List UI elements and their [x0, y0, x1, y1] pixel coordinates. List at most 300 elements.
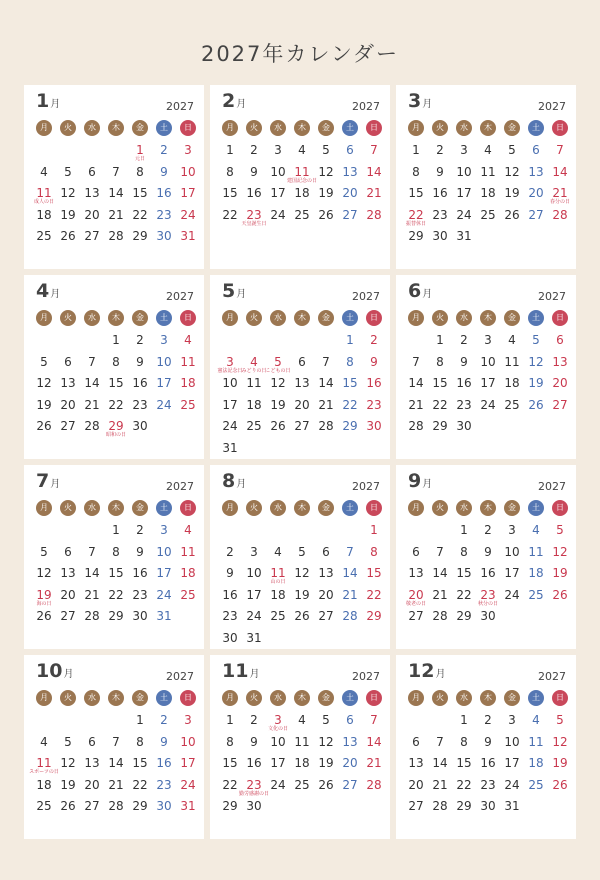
day-cell [500, 164, 524, 186]
day-number: 6 [322, 544, 330, 559]
day-cell [476, 755, 500, 777]
day-cell [80, 207, 104, 229]
month-label [36, 470, 60, 492]
weekday-badge: 木 [108, 500, 124, 516]
day-cell [314, 164, 338, 186]
day-number: 24 [270, 207, 286, 222]
day-number: 26 [36, 609, 52, 623]
day-number: 23 [246, 777, 262, 792]
day-number: 23 [132, 587, 148, 602]
day-number: 7 [346, 544, 354, 559]
empty-cell [56, 522, 80, 544]
day-cell [500, 375, 524, 397]
day-number: 3 [250, 544, 258, 559]
day-cell [290, 375, 314, 397]
day-cell [32, 608, 56, 630]
day-cell [218, 587, 242, 609]
day-cell [452, 734, 476, 756]
day-number: 8 [412, 164, 420, 179]
day-number: 15 [132, 756, 148, 770]
weekday-badge: 火 [246, 690, 262, 706]
day-number: 25 [246, 419, 262, 433]
day-cell [362, 544, 386, 566]
weekday-badge: 土 [156, 310, 172, 326]
month-card [396, 655, 576, 839]
day-number: 17 [180, 756, 196, 770]
day-number: 10 [156, 354, 172, 369]
day-number: 17 [270, 756, 286, 770]
day-number: 4 [40, 734, 48, 749]
day-number: 5 [556, 713, 564, 727]
day-number: 28 [432, 799, 448, 813]
day-number: 16 [432, 186, 448, 200]
day-cell [338, 397, 362, 419]
holiday-cell [476, 587, 500, 609]
day-number: 26 [294, 609, 310, 623]
day-number: 9 [226, 566, 234, 580]
day-number: 9 [250, 734, 258, 749]
day-cell [128, 164, 152, 186]
day-cell [104, 332, 128, 354]
day-number: 5 [40, 354, 48, 369]
day-cell [524, 397, 548, 419]
day-cell [266, 418, 290, 440]
day-number: 24 [480, 397, 496, 412]
day-number: 8 [226, 734, 234, 749]
day-number: 2 [484, 523, 492, 537]
day-number: 24 [180, 777, 196, 792]
weekday-badge: 金 [132, 500, 148, 516]
day-number: 14 [366, 164, 382, 179]
day-cell [524, 332, 548, 354]
day-cell [32, 164, 56, 186]
day-number: 13 [60, 376, 76, 390]
day-number: 19 [318, 756, 334, 770]
day-cell [428, 734, 452, 756]
day-number: 19 [504, 186, 520, 200]
weekday-badge: 日 [366, 310, 382, 326]
day-cell [428, 354, 452, 376]
day-number: 18 [180, 376, 196, 390]
day-number: 25 [180, 587, 196, 602]
weekday-badge: 火 [432, 310, 448, 326]
day-cell [428, 397, 452, 419]
day-number: 8 [460, 544, 468, 559]
day-cell [452, 712, 476, 734]
day-cell [548, 544, 572, 566]
day-number: 31 [156, 609, 172, 623]
weekday-badge: 火 [246, 120, 262, 136]
day-number: 20 [408, 777, 424, 792]
day-number: 4 [484, 143, 492, 157]
day-number: 28 [432, 609, 448, 623]
empty-cell [80, 142, 104, 164]
day-number: 13 [84, 756, 100, 770]
day-cell [452, 755, 476, 777]
day-cell [476, 164, 500, 186]
day-cell [428, 332, 452, 354]
day-cell [176, 755, 200, 777]
day-number: 17 [480, 376, 496, 390]
empty-cell [80, 332, 104, 354]
day-number: 9 [370, 354, 378, 369]
day-number: 14 [84, 566, 100, 580]
day-cell [152, 544, 176, 566]
day-number: 7 [412, 354, 420, 369]
day-number: 25 [294, 207, 310, 222]
year-label: 2027 [538, 290, 566, 303]
year-label: 2027 [538, 100, 566, 113]
day-number: 17 [456, 186, 472, 200]
day-cell [428, 755, 452, 777]
day-cell [476, 397, 500, 419]
day-cell [338, 734, 362, 756]
day-cell [218, 755, 242, 777]
day-cell [314, 608, 338, 630]
day-number: 29 [342, 419, 358, 433]
day-number: 5 [40, 544, 48, 559]
day-cell [176, 354, 200, 376]
empty-cell [104, 712, 128, 734]
day-number: 29 [108, 419, 124, 433]
day-cell [338, 185, 362, 207]
holiday-cell [128, 142, 152, 164]
holiday-cell [548, 185, 572, 207]
day-cell [242, 142, 266, 164]
weekday-badge: 月 [36, 120, 52, 136]
day-number: 10 [156, 544, 172, 559]
empty-cell [218, 332, 242, 354]
day-number: 15 [366, 566, 382, 580]
day-number: 4 [508, 333, 516, 347]
day-cell [218, 418, 242, 440]
day-cell [338, 207, 362, 229]
day-number: 2 [136, 523, 144, 537]
weekday-badge: 火 [60, 120, 76, 136]
day-number: 25 [36, 799, 52, 813]
day-number: 30 [480, 799, 496, 813]
day-number: 4 [184, 333, 192, 347]
day-cell [452, 354, 476, 376]
day-cell [428, 777, 452, 799]
day-cell [314, 587, 338, 609]
day-cell [218, 608, 242, 630]
day-number: 21 [432, 777, 448, 792]
day-cell [266, 142, 290, 164]
day-cell [56, 798, 80, 820]
day-number: 12 [318, 164, 334, 179]
day-cell [242, 608, 266, 630]
day-number: 20 [318, 587, 334, 602]
holiday-name: 勤労感謝の日 [238, 790, 269, 797]
day-number: 23 [480, 777, 496, 792]
day-cell [176, 228, 200, 250]
empty-cell [32, 522, 56, 544]
day-cell [56, 228, 80, 250]
empty-cell [404, 522, 428, 544]
empty-cell [56, 712, 80, 734]
month-label [408, 470, 432, 492]
day-cell [500, 207, 524, 229]
weekday-badge: 月 [408, 310, 424, 326]
day-number: 31 [456, 229, 472, 243]
day-cell [266, 608, 290, 630]
day-number: 22 [456, 587, 472, 602]
day-cell [242, 587, 266, 609]
day-number: 1 [136, 143, 144, 157]
day-cell [524, 164, 548, 186]
day-cell [176, 734, 200, 756]
day-number: 19 [36, 587, 52, 602]
holiday-name: 敬老の日 [405, 600, 426, 607]
day-cell [128, 755, 152, 777]
day-cell [428, 798, 452, 820]
holiday-name: 建国記念の日 [286, 177, 317, 184]
day-cell [524, 734, 548, 756]
holiday-name: 昭和の日 [105, 432, 126, 438]
day-number: 14 [432, 566, 448, 580]
day-cell [104, 207, 128, 229]
day-cell [404, 608, 428, 630]
day-cell [152, 777, 176, 799]
day-cell [242, 185, 266, 207]
day-number: 6 [412, 544, 420, 559]
day-number: 24 [156, 397, 172, 412]
day-number: 20 [342, 756, 358, 770]
month-label [222, 660, 259, 682]
month-number: 8 [222, 470, 236, 492]
day-number: 15 [456, 566, 472, 580]
day-number: 29 [108, 609, 124, 623]
holiday-cell [32, 185, 56, 207]
day-cell [242, 397, 266, 419]
day-cell [290, 777, 314, 799]
weekday-badge: 土 [156, 690, 172, 706]
day-cell [428, 142, 452, 164]
day-number: 29 [132, 229, 148, 243]
day-number: 14 [108, 186, 124, 200]
year-label: 2027 [166, 290, 194, 303]
day-cell [128, 332, 152, 354]
day-cell [56, 587, 80, 609]
day-cell [362, 522, 386, 544]
weekday-badge: 月 [408, 120, 424, 136]
month-number: 2 [222, 90, 236, 112]
day-number: 12 [270, 376, 286, 390]
day-cell [548, 354, 572, 376]
day-number: 8 [112, 544, 120, 559]
day-cell [500, 587, 524, 609]
day-number: 4 [40, 164, 48, 179]
day-number: 3 [274, 713, 282, 727]
day-cell [338, 755, 362, 777]
day-cell [428, 587, 452, 609]
empty-cell [242, 332, 266, 354]
day-number: 24 [156, 587, 172, 602]
day-cell [452, 397, 476, 419]
day-number: 26 [60, 229, 76, 243]
holiday-cell [286, 164, 317, 186]
day-cell [104, 375, 128, 397]
day-cell [500, 798, 524, 820]
day-number: 21 [84, 587, 100, 602]
day-number: 12 [318, 734, 334, 749]
day-number: 24 [504, 777, 520, 792]
day-cell [32, 397, 56, 419]
weekday-badge: 木 [294, 690, 310, 706]
month-suffix: 月 [422, 99, 433, 110]
day-cell [104, 164, 128, 186]
weekday-badge: 土 [342, 120, 358, 136]
day-cell [104, 228, 128, 250]
day-number: 27 [318, 609, 334, 623]
day-number: 6 [532, 143, 540, 157]
day-number: 30 [456, 419, 472, 433]
day-number: 27 [528, 207, 544, 222]
weekday-badge: 日 [552, 310, 568, 326]
day-cell [404, 755, 428, 777]
day-number: 25 [480, 207, 496, 222]
day-number: 24 [270, 777, 286, 792]
day-number: 10 [456, 164, 472, 179]
day-cell [338, 375, 362, 397]
day-cell [404, 375, 428, 397]
holiday-cell [32, 587, 56, 609]
day-number: 5 [298, 544, 306, 559]
calendar-grid [24, 85, 576, 839]
day-number: 17 [156, 376, 172, 390]
day-number: 21 [318, 397, 334, 412]
day-cell [290, 544, 314, 566]
day-number: 30 [156, 229, 172, 243]
day-cell [314, 544, 338, 566]
weekday-badge: 金 [318, 120, 334, 136]
day-number: 18 [36, 207, 52, 222]
day-number: 15 [456, 756, 472, 770]
day-cell [338, 332, 362, 354]
day-cell [290, 608, 314, 630]
day-cell [176, 777, 200, 799]
day-number: 10 [480, 354, 496, 369]
day-cell [452, 798, 476, 820]
weekday-badge: 月 [36, 500, 52, 516]
weekday-badge: 木 [294, 310, 310, 326]
day-number: 20 [528, 186, 544, 200]
day-cell [338, 608, 362, 630]
day-number: 23 [456, 397, 472, 412]
weekday-badge: 火 [60, 310, 76, 326]
day-cell [524, 522, 548, 544]
day-grid [404, 332, 572, 440]
day-number: 11 [294, 164, 310, 179]
weekday-badge: 日 [180, 500, 196, 516]
day-grid [218, 712, 386, 820]
weekday-badge: 水 [84, 120, 100, 136]
month-number: 5 [222, 280, 236, 302]
empty-cell [314, 522, 338, 544]
day-number: 1 [436, 333, 444, 347]
day-cell [404, 397, 428, 419]
day-cell [314, 375, 338, 397]
day-cell [152, 712, 176, 734]
day-number: 8 [136, 734, 144, 749]
day-number: 16 [366, 376, 382, 390]
day-cell [452, 207, 476, 229]
day-number: 20 [552, 376, 568, 390]
weekday-badge: 金 [132, 120, 148, 136]
day-number: 30 [366, 419, 382, 433]
day-number: 21 [366, 756, 382, 770]
holiday-cell [266, 565, 290, 587]
holiday-cell [266, 354, 290, 376]
day-number: 9 [460, 354, 468, 369]
day-cell [128, 587, 152, 609]
day-number: 4 [298, 713, 306, 727]
day-number: 17 [504, 566, 520, 580]
day-cell [176, 332, 200, 354]
day-number: 19 [294, 587, 310, 602]
day-number: 24 [246, 609, 262, 623]
weekday-badge: 水 [270, 120, 286, 136]
day-number: 16 [156, 186, 172, 200]
weekday-badge: 金 [318, 500, 334, 516]
day-number: 2 [226, 544, 234, 559]
day-cell [152, 207, 176, 229]
day-cell [362, 418, 386, 440]
day-number: 3 [484, 333, 492, 347]
day-cell [218, 440, 242, 460]
day-cell [218, 712, 242, 734]
day-number: 18 [528, 566, 544, 580]
day-number: 1 [226, 713, 234, 727]
day-number: 19 [552, 566, 568, 580]
day-grid [32, 332, 200, 440]
day-number: 7 [322, 354, 330, 369]
day-cell [152, 587, 176, 609]
day-number: 10 [270, 164, 286, 179]
day-cell [32, 354, 56, 376]
month-label [36, 660, 73, 682]
day-cell [266, 375, 290, 397]
day-cell [524, 712, 548, 734]
day-number: 26 [504, 207, 520, 222]
day-number: 12 [504, 164, 520, 179]
day-cell [104, 608, 128, 630]
day-cell [266, 397, 290, 419]
weekday-badge: 水 [456, 690, 472, 706]
day-number: 27 [342, 777, 358, 792]
day-number: 12 [528, 354, 544, 369]
day-number: 16 [132, 376, 148, 390]
day-cell [428, 185, 452, 207]
day-cell [176, 207, 200, 229]
day-cell [362, 375, 386, 397]
day-cell [338, 565, 362, 587]
day-cell [266, 777, 290, 799]
day-cell [314, 734, 338, 756]
day-cell [290, 565, 314, 587]
day-number: 9 [136, 354, 144, 369]
day-number: 15 [132, 186, 148, 200]
day-cell [338, 418, 362, 440]
day-number: 30 [156, 799, 172, 813]
day-cell [128, 207, 152, 229]
day-cell [104, 587, 128, 609]
weekday-badge: 月 [222, 500, 238, 516]
day-number: 11 [36, 756, 52, 770]
day-cell [80, 397, 104, 419]
holiday-cell [266, 712, 290, 734]
